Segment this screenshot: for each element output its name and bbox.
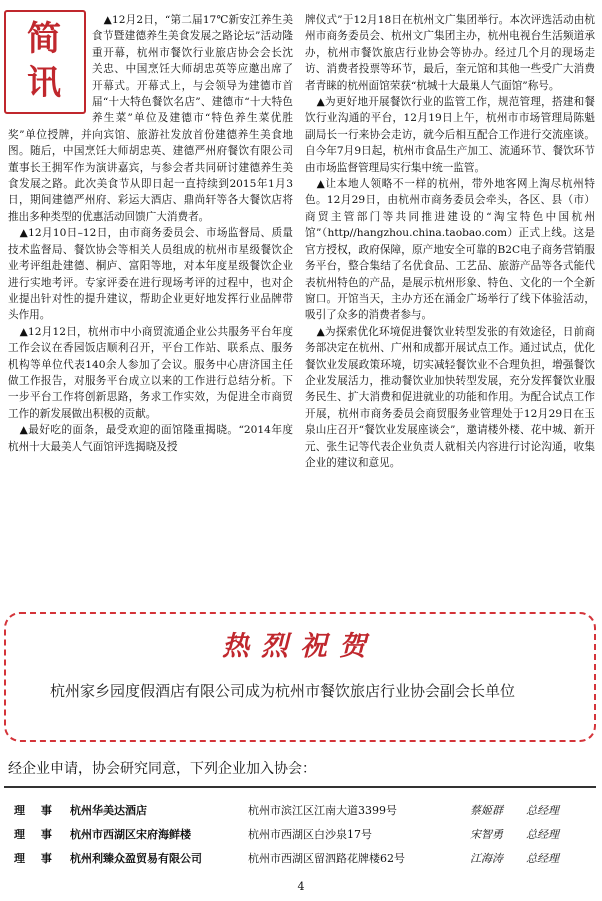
page-number: 4 bbox=[297, 880, 305, 893]
news-item: ▲为更好地开展餐饮行业的监管工作，规范管理，搭建和餐饮行业沟通的平台，12月19日上午，杭州市市场管理局陈魁副局长一行来协会走访，就今后相互配合工作进行交流座谈。自今年7月9日起，杭州市食品生产加工、流通环节、餐饮环节由市场监督管理局实行集中统一监管。 bbox=[305, 96, 595, 174]
congratulations-box bbox=[4, 612, 596, 742]
new-members-table bbox=[14, 798, 594, 870]
news-item: ▲12月2日，“第二届17℃新安江养生美食节暨建德养生美食发展之路论坛”活动隆重开幕，杭州市餐饮行业旅店协会会长沈关忠、中国烹饪大师胡忠英等应邀出席了开幕式。开幕式上，与会领导为建德市首届“十大特色餐饮名店”、建德市“十大特色养生菜”单位及建德市“特色养生菜优胜奖”单位授牌，并向宾馆、旅游社发放首份建德养生美食地图。随后，中国烹饪大师胡忠英、建德严州府餐饮有限公司董事长王拥军作为演讲嘉宾，与参会者共同研讨建德养生美食发展之路。此次美食节从即日起一直持续到2015年1月3日，期间建德严州府、彩运大酒店、鼎尚轩等各大餐饮店将推出多种类型的优惠活动回馈广大消费者。 bbox=[8, 14, 293, 223]
news-item: ▲最好吃的面条，最受欢迎的面馆隆重揭晓。“2014年度杭州十大最美人气面馆评选揭晓及授 bbox=[8, 424, 293, 453]
member-address: 杭州市西湖区留泗路花牌楼62号 bbox=[248, 852, 405, 865]
member-company: 杭州华美达酒店 bbox=[70, 804, 147, 817]
table-row bbox=[14, 798, 594, 822]
member-title: 总经理 bbox=[526, 852, 559, 865]
congratulations-text: 杭州家乡园度假酒店有限公司成为杭州市餐饮旅店行业协会副会长单位 bbox=[50, 682, 516, 700]
member-title: 总经理 bbox=[526, 828, 559, 841]
news-item: ▲12月10日–12日，由市商务委员会、市场监督局、质量技术监督局、餐饮协会等相关人员组成的杭州市星级餐饮企业考评组赴建德、桐庐、富阳等地，对本年度星级餐饮企业进行实地考评。专家评委在进行现场考评的过程中，也对企业提出针对性的提升建议，帮助企业更好地发挥行业品牌带头作用。 bbox=[8, 227, 293, 322]
news-item: ▲为探索优化环境促进餐饮业转型发张的有效途径，日前商务部决定在杭州、广州和成都开展试点工作。通过试点，优化餐饮业发展政策环境，切实减轻餐饮业不合理负担，增强餐饮企业发展活力，推动餐饮业加快转型发展，充分发挥餐饮业服务民生、扩大消费和促进就业的功能和作用。为配合试点工作开展，杭州市商务委员会商贸服务业管理处于12月29日在玉泉山庄召开“餐饮业发展座谈会”，邀请楼外楼、花中城、新开元、张生记等代表企业负责人就相关内容进行讨论沟通，收集企业的建议和意见。 bbox=[305, 325, 595, 469]
member-address: 杭州市西湖区白沙泉17号 bbox=[248, 828, 372, 841]
news-item: ▲12月12日，杭州市中小商贸流通企业公共服务平台年度工作会议在香园饭店顺利召开，平台工作站、联系点、服务机构等单位代表140余人参加了会议。服务中心唐济国主任做工作报告，对服务平台成立以来的工作进行总结分析。下一步平台工作将创新思路，务求工作实效，为促进全市商贸工作的新发展做出积极的贡献。 bbox=[8, 325, 293, 420]
brief-box-spacer bbox=[8, 12, 92, 114]
table-row bbox=[14, 846, 594, 870]
member-role: 理 事 bbox=[14, 828, 58, 841]
right-column bbox=[305, 12, 595, 471]
member-company: 杭州利臻众盈贸易有限公司 bbox=[70, 852, 202, 865]
member-person: 蔡姬群 bbox=[470, 804, 503, 817]
divider bbox=[4, 786, 596, 788]
new-members-intro: 经企业申请，协会研究同意，下列企业加入协会： bbox=[8, 761, 316, 777]
congratulations-title: 热烈祝贺 bbox=[222, 631, 378, 662]
member-company: 杭州市西湖区宋府海鲜楼 bbox=[70, 828, 191, 841]
brief-heading-char-2: 讯 bbox=[27, 63, 63, 103]
member-role: 理 事 bbox=[14, 852, 58, 865]
brief-heading-char-1: 简 bbox=[27, 19, 63, 59]
member-title: 总经理 bbox=[526, 804, 559, 817]
member-role: 理 事 bbox=[14, 804, 58, 817]
member-address: 杭州市滨江区江南大道3399号 bbox=[248, 804, 397, 817]
member-person: 江海涛 bbox=[470, 852, 503, 865]
left-column bbox=[8, 12, 293, 455]
member-person: 宋智勇 bbox=[470, 828, 503, 841]
table-row bbox=[14, 822, 594, 846]
news-item: ▲让本地人领略不一样的杭州，带外地客网上淘尽杭州特色。12月29日，由杭州市商务委员会牵头，各区、县（市）商贸主管部门等共同推进建设的“淘宝特色中国杭州馆”（http//hangzhou.china.taobao.com）正式上线。这是官方授权，政府保障，原产地安全可靠的B2C电子商务营销服务平台，整合集结了名优食品、工艺品、旅游产品等各式能代表杭州特色的产品，是展示杭州形象、特色、文化的一个全新窗口。开馆当天，主办方还在涌金广场举行了线下体验活动，吸引了众多的消费者参与。 bbox=[305, 178, 595, 322]
news-item-continued: 牌仪式”于12月18日在杭州文广集团举行。本次评选活动由杭州市商务委员会、杭州文广集团主办，杭州电视台生活频道承办，杭州市餐饮旅店行业协会等协办。经过几个月的现场走访、消费者投票等环节，最后，奎元馆和其他一些受广大消费者青睐的杭州面馆荣获“杭城十大最巢人气面馆”称号。 bbox=[305, 14, 595, 92]
